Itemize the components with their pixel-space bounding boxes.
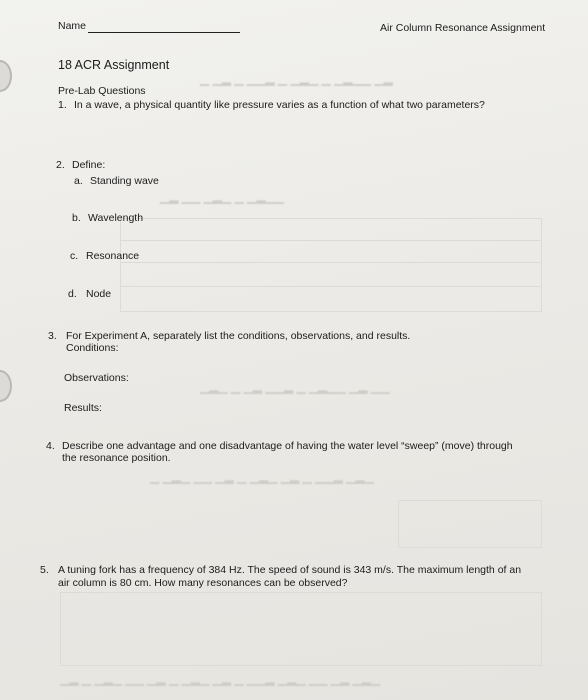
bleed-through-table xyxy=(120,218,542,312)
part-b-label: Wavelength xyxy=(88,212,144,224)
part-c-letter: c. xyxy=(70,250,79,262)
question-5-line-1: A tuning fork has a frequency of 384 Hz. The speed of sound is 343 m/s. The maximum length of an xyxy=(58,564,522,576)
punch-hole xyxy=(0,370,12,402)
part-d-label: Node xyxy=(86,288,112,300)
conditions-label: Conditions: xyxy=(66,342,119,354)
bleed-through-text: ▁▂▁ ▁ ▁▂ ▁▁▂ ▁ ▁▂▁▁ ▁▂ ▁▁ xyxy=(200,380,390,394)
document-title: 18 ACR Assignment xyxy=(58,58,170,72)
bleed-through-text: ▁ ▁▂ ▁ ▁▁▂ ▁ ▁▂▁ ▁ ▁▂▁▁ ▁▂ xyxy=(200,72,393,86)
name-field-line[interactable] xyxy=(88,32,240,33)
question-3-text: For Experiment A, separately list the conditions, observations, and results. xyxy=(66,330,411,342)
question-5-number: 5. xyxy=(40,564,49,576)
question-3-number: 3. xyxy=(48,330,57,342)
bleed-through-table xyxy=(398,500,542,548)
question-1-text: In a wave, a physical quantity like pressure varies as a function of what two parameters? xyxy=(74,99,485,111)
bleed-through-box xyxy=(60,592,542,666)
question-2-text: Define: xyxy=(72,159,106,171)
punch-hole xyxy=(0,60,12,92)
bleed-through-text: ▁▂ ▁ ▁▂▁ ▁▁ ▁▂ ▁ ▁▂▁ ▁▂ ▁ ▁▁▂ ▁▂▁ ▁▁ ▁▂ ▁▂▁ xyxy=(60,672,381,686)
bleed-through-line xyxy=(120,240,540,241)
bleed-through-text: ▁▂ ▁▁ ▁▂▁ ▁ ▁▂▁▁ xyxy=(160,190,285,204)
section-heading: Pre-Lab Questions xyxy=(58,85,146,97)
question-4-number: 4. xyxy=(46,440,55,452)
question-1-number: 1. xyxy=(58,99,67,111)
question-2-number: 2. xyxy=(56,159,65,171)
observations-label: Observations: xyxy=(64,372,129,384)
part-c-label: Resonance xyxy=(86,250,140,262)
question-4-line-1: Describe one advantage and one disadvantage of having the water level “sweep” (move) through xyxy=(62,440,513,452)
assignment-title: Air Column Resonance Assignment xyxy=(380,22,546,34)
part-d-letter: d. xyxy=(68,288,77,300)
part-a-letter: a. xyxy=(74,175,83,187)
name-label: Name xyxy=(58,20,87,32)
question-4-line-2: the resonance position. xyxy=(62,452,171,464)
question-5-line-2: air column is 80 cm. How many resonances can be observed? xyxy=(58,577,348,589)
part-b-letter: b. xyxy=(72,212,81,224)
bleed-through-line xyxy=(120,262,540,263)
part-a-label: Standing wave xyxy=(90,175,159,187)
bleed-through-text: ▁ ▁▂▁ ▁▁ ▁▂ ▁ ▁▂▁ ▁▂ ▁ ▁▁▂ ▁▂▁ xyxy=(150,470,374,484)
results-label: Results: xyxy=(64,402,102,414)
bleed-through-line xyxy=(120,286,540,287)
